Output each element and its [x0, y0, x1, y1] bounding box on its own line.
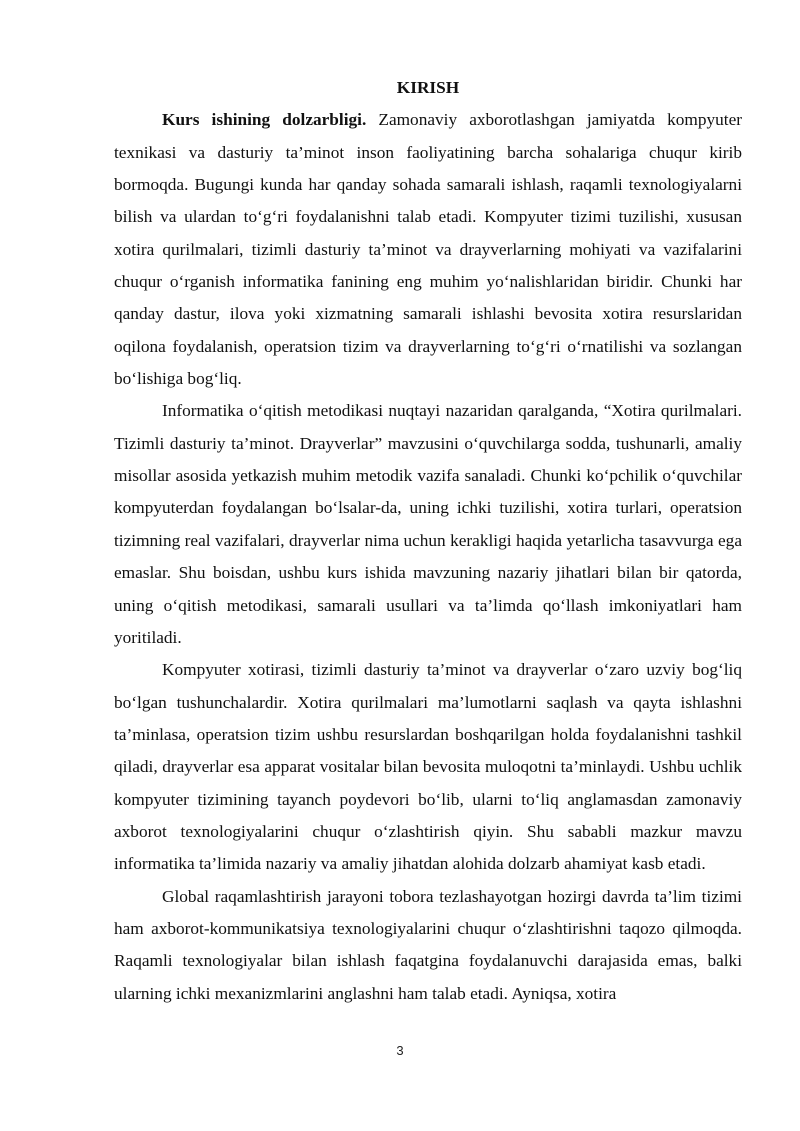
paragraph-text: Informatika o‘qitish metodikasi nuqtayi nazaridan qaralganda, “Xotira qurilmalari. Tizimli dasturiy ta’minot. Drayverlar” mavzusini o‘quvchilarga sodda, tushunarli, amaliy misollar asosida yetkazish muhim metodik vazifa sanaladi. Chunki ko‘pchilik o‘quvchilar kompyuterdan foydalangan bo‘lsalar-da, uning ichki tuzilishi, xotira turlari, operatsion tizimning real vazifalari, drayverlar nima uchun kerakligi haqida yetarlicha tasavvurga ega emaslar. Shu boisdan, ushbu kurs ishida mavzuning nazariy jihatlari bilan bir qatorda, uning o‘qitish metodikasi, samarali usullari va ta’limda qo‘llash imkoniyatlari ham yoritiladi. [114, 401, 742, 647]
section-title: KIRISH [396, 78, 460, 97]
paragraph-text: Kompyuter xotirasi, tizimli dasturiy ta’minot va drayverlar o‘zaro uzviy bog‘liq bo‘lgan tushunchalardir. Xotira qurilmalari ma’lumotlarni saqlash va qayta ishlashni ta’minlasa, operatsion tizim ushbu resurslardan boshqarilgan holda foydalanishni tashkil qiladi, drayverlar esa apparat vositalar bilan bevosita muloqotni ta’minlaydi. Ushbu uchlik kompyuter tizimining tayanch poydevori bo‘lib, ularni to‘liq anglamasdan zamonaviy axborot texnologiyalarini chuqur o‘zlashtirish qiyin. Shu sababli mazkur mavzu informatika ta’limida nazariy va amaliy jihatdan alohida dolzarb ahamiyat kasb etadi. [114, 660, 742, 874]
paragraph-relevance [114, 104, 742, 395]
paragraph-methodology [114, 395, 742, 654]
paragraph-text: Global raqamlashtirish jarayoni tobora tezlashayotgan hozirgi davrda ta’lim tizimi ham axborot-kommunikatsiya texnologiyalarini chuqur o‘zlashtirishni taqozo qilmoqda. Raqamli texnologiyalar bilan ishlash faqatgina foydalanuvchi darajasida emas, balki ularning ichki mexanizmlarini anglashni ham talab etadi. Ayniqsa, xotira [114, 886, 742, 1003]
document-body [114, 72, 742, 1010]
paragraph-text: Zamonaviy axborotlashgan jamiyatda kompyuter texnikasi va dasturiy ta’minot inson faoliyatining barcha sohalariga chuqur kirib bormoqda. Bugungi kunda har qanday sohada samarali ishlash, raqamli texnologiyalarni bilish va ulardan to‘g‘ri foydalanishni talab etadi. Kompyuter tizimi tuzilishi, xususan xotira qurilmalari, tizimli dasturiy ta’minot va drayverlarning mohiyati va vazifalarini chuqur o‘rganish informatika fanining eng muhim yo‘nalishlaridan biridir. Chunki har qanday dastur, ilova yoki xizmatning samarali ishlashi bevosita xotira resurslaridan oqilona foydalanish, operatsion tizim va drayverlarning to‘g‘ri o‘rnatilishi va sozlangan bo‘lishiga bog‘liq. [114, 110, 742, 389]
page-number: 3 [396, 1043, 404, 1058]
paragraph-memory-system [114, 654, 742, 880]
paragraph-digitalization [114, 881, 742, 1010]
paragraph-lead: Kurs ishining dolzarbligi. [162, 110, 367, 130]
